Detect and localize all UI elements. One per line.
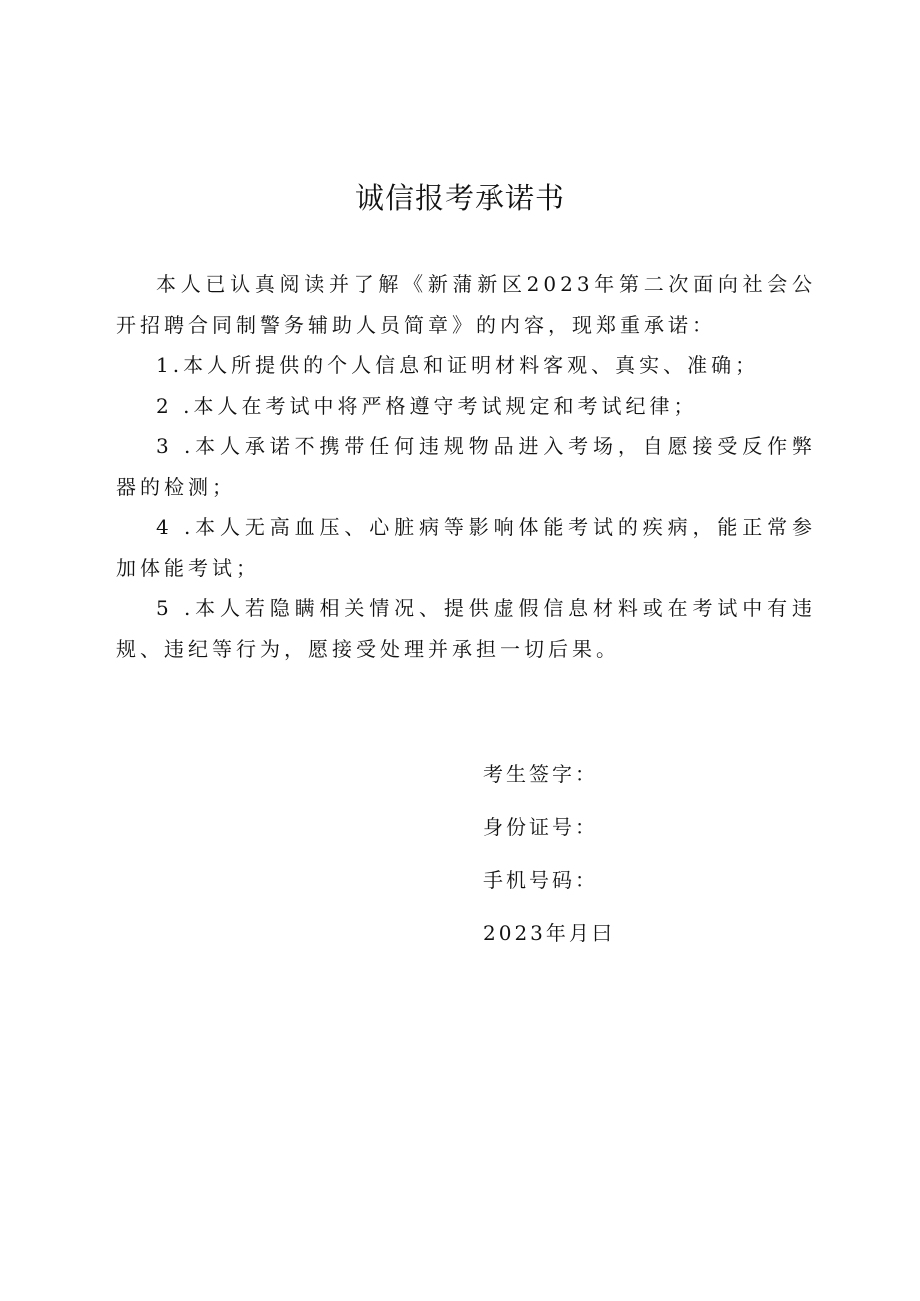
commitment-body <box>116 264 816 669</box>
commitment-item-1: 1.本人所提供的个人信息和证明材料客观、真实、准确； <box>156 353 760 377</box>
date-label: 2023年月曰 <box>483 921 615 945</box>
signature-block <box>483 754 823 966</box>
commitment-item-2: 2 .本人在考试中将严格遵守考试规定和考试纪律； <box>156 393 698 418</box>
id-number-label: 身份证号： <box>483 815 598 839</box>
commitment-item-5: 5 .本人若隐瞒相关情况、提供虚假信息材料或在考试中有违规、违纪等行为，愿接受处理并承担一切后果。 <box>116 596 816 661</box>
intro-paragraph: 本人已认真阅读并了解《新蒲新区2023年第二次面向社会公开招聘合同制警务辅助人员简章》的内容，现郑重承诺： <box>116 272 816 337</box>
candidate-signature-label: 考生签字： <box>483 762 598 786</box>
commitment-item-4: 4 .本人无高血压、心脏病等影响体能考试的疾病，能正常参加体能考试； <box>116 515 816 580</box>
phone-number-label: 手机号码： <box>483 868 598 892</box>
commitment-item-3: 3 .本人承诺不携带任何违规物品进入考场，自愿接受反作弊器的检测； <box>116 434 816 499</box>
document-title: 诚信报考承诺书 <box>354 181 565 215</box>
